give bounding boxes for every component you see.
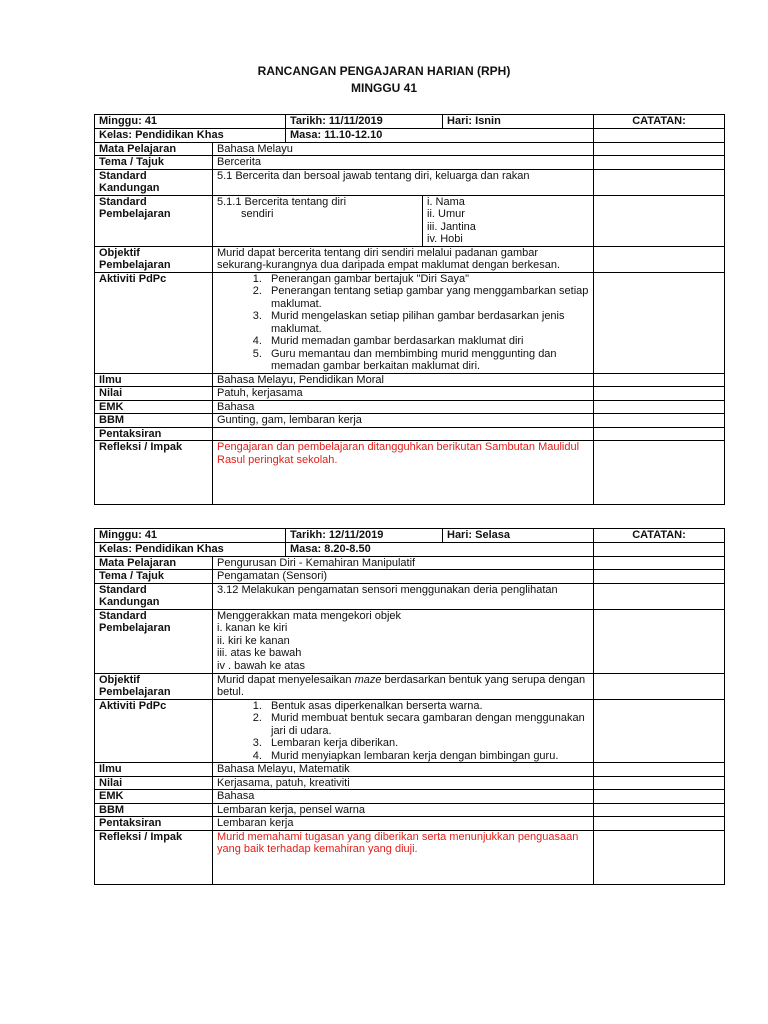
catatan-cell [594, 817, 725, 831]
catatan-cell [594, 790, 725, 804]
label-standard-kandungan: Standard Kandungan [95, 583, 213, 609]
value-bbm: Gunting, gam, lembaran kerja [213, 414, 594, 428]
label-bbm: BBM [95, 414, 213, 428]
value-emk: Bahasa [213, 400, 594, 414]
label-nilai: Nilai [95, 776, 213, 790]
catatan-cell [594, 803, 725, 817]
catatan-cell [594, 142, 725, 156]
catatan-cell [594, 387, 725, 401]
catatan-cell [594, 830, 725, 884]
sp-line: i. kanan ke kiri [217, 622, 288, 634]
label-bbm: BBM [95, 803, 213, 817]
label-aktiviti: Aktiviti PdPc [95, 699, 213, 763]
catatan-cell [594, 129, 725, 143]
value-standard-pembelajaran: 5.1.1 Bercerita tentang diri sendiri [213, 195, 423, 246]
minggu-cell: Minggu: 41 [95, 529, 286, 543]
label-standard-pembelajaran: Standard Pembelajaran [95, 195, 213, 246]
catatan-cell [594, 400, 725, 414]
label-tema: Tema / Tajuk [95, 156, 213, 170]
value-ilmu: Bahasa Melayu, Pendidikan Moral [213, 373, 594, 387]
activity-item: 1. Penerangan gambar bertajuk "Diri Saya" [265, 273, 589, 286]
label-refleksi: Refleksi / Impak [95, 441, 213, 505]
label-ilmu: Ilmu [95, 373, 213, 387]
document-title: RANCANGAN PENGAJARAN HARIAN (RPH) [257, 64, 511, 78]
catatan-cell [594, 169, 725, 195]
value-nilai: Kerjasama, patuh, kreativiti [213, 776, 594, 790]
catatan-cell [594, 556, 725, 570]
maze-term: maze [354, 673, 382, 686]
catatan-cell [594, 195, 725, 246]
value-tema: Pengamatan (Sensori) [213, 570, 594, 584]
hari-cell: Hari: Isnin [443, 115, 594, 129]
label-emk: EMK [95, 790, 213, 804]
catatan-cell [594, 609, 725, 673]
activity-item: 2. Penerangan tentang setiap gambar yang menggambarkan setiap maklumat. [265, 285, 589, 310]
sp-item: i. Nama [427, 195, 465, 208]
value-nilai: Patuh, kerjasama [213, 387, 594, 401]
value-pentaksiran [213, 427, 594, 441]
sp-line: iii. atas ke bawah [217, 647, 302, 659]
catatan-cell [594, 763, 725, 777]
document-subtitle: MINGGU 41 [350, 81, 417, 95]
catatan-header: CATATAN: [594, 115, 725, 129]
activity-item: 4. Murid memadan gambar berdasarkan maklumat diri [265, 335, 589, 348]
value-standard-kandungan: 3.12 Melakukan pengamatan sensori menggunakan deria penglihatan [213, 583, 594, 609]
catatan-cell [594, 543, 725, 557]
sp-item: iv. Hobi [427, 233, 463, 245]
tarikh-cell: Tarikh: 11/11/2019 [286, 115, 443, 129]
activity-item: 4. Murid menyiapkan lembaran kerja dengan bimbingan guru. [265, 750, 589, 763]
catatan-cell [594, 427, 725, 441]
value-standard-pembelajaran [213, 609, 594, 673]
masa-cell: Masa: 11.10-12.10 [286, 129, 594, 143]
catatan-cell [594, 246, 725, 272]
activity-item: 1. Bentuk asas diperkenalkan berserta warna. [265, 700, 589, 713]
label-objektif: Objektif Pembelajaran [95, 673, 213, 699]
value-pentaksiran: Lembaran kerja [213, 817, 594, 831]
sp-item: ii. Umur [427, 208, 465, 220]
tarikh-cell: Tarikh: 12/11/2019 [286, 529, 443, 543]
value-tema: Bercerita [213, 156, 594, 170]
value-mata-pelajaran: Pengurusan Diri - Kemahiran Manipulatif [213, 556, 594, 570]
lesson-plan-table-2 [94, 528, 725, 885]
minggu-cell: Minggu: 41 [95, 115, 286, 129]
catatan-cell [594, 699, 725, 763]
lesson-plan-table-1 [94, 114, 725, 505]
kelas-cell: Kelas: Pendidikan Khas [95, 129, 286, 143]
label-pentaksiran: Pentaksiran [95, 427, 213, 441]
hari-cell: Hari: Selasa [443, 529, 594, 543]
kelas-cell: Kelas: Pendidikan Khas [95, 543, 286, 557]
label-standard-kandungan: Standard Kandungan [95, 169, 213, 195]
sp-item: iii. Jantina [427, 220, 476, 233]
label-pentaksiran: Pentaksiran [95, 817, 213, 831]
activity-item: 5. Guru memantau dan membimbing murid menggunting dan memadan gambar berkaitan maklumat diri. [265, 348, 589, 373]
catatan-cell [594, 583, 725, 609]
activity-item: 3. Lembaran kerja diberikan. [265, 737, 589, 750]
value-aktiviti [213, 699, 594, 763]
catatan-cell [594, 441, 725, 505]
catatan-cell [594, 570, 725, 584]
catatan-cell [594, 156, 725, 170]
label-standard-pembelajaran: Standard Pembelajaran [95, 609, 213, 673]
value-bbm: Lembaran kerja, pensel warna [213, 803, 594, 817]
value-ilmu: Bahasa Melayu, Matematik [213, 763, 594, 777]
value-objektif: Murid dapat menyelesaikan maze berdasarkan bentuk yang serupa dengan betul. [213, 673, 594, 699]
masa-cell: Masa: 8.20-8.50 [286, 543, 594, 557]
catatan-cell [594, 414, 725, 428]
value-refleksi: Murid memahami tugasan yang diberikan serta menunjukkan penguasaan yang baik terhadap kemahiran yang diuji. [213, 830, 594, 884]
label-nilai: Nilai [95, 387, 213, 401]
label-aktiviti: Aktiviti PdPc [95, 272, 213, 373]
catatan-cell [594, 673, 725, 699]
label-tema: Tema / Tajuk [95, 570, 213, 584]
catatan-header: CATATAN: [594, 529, 725, 543]
label-ilmu: Ilmu [95, 763, 213, 777]
catatan-cell [594, 373, 725, 387]
value-refleksi: Pengajaran dan pembelajaran ditangguhkan berikutan Sambutan Maulidul Rasul peringkat sekolah. [213, 441, 594, 505]
value-emk: Bahasa [213, 790, 594, 804]
value-aktiviti [213, 272, 594, 373]
sp-item-list [423, 195, 594, 246]
label-mata-pelajaran: Mata Pelajaran [95, 142, 213, 156]
label-emk: EMK [95, 400, 213, 414]
value-mata-pelajaran: Bahasa Melayu [213, 142, 594, 156]
sp-line: Menggerakkan mata mengekori objek [217, 609, 402, 622]
sp-line: iv . bawah ke atas [217, 659, 306, 672]
value-standard-kandungan: 5.1 Bercerita dan bersoal jawab tentang diri, keluarga dan rakan [213, 169, 594, 195]
label-mata-pelajaran: Mata Pelajaran [95, 556, 213, 570]
label-objektif: Objektif Pembelajaran [95, 246, 213, 272]
label-refleksi: Refleksi / Impak [95, 830, 213, 884]
catatan-cell [594, 776, 725, 790]
sp-line: ii. kiri ke kanan [217, 634, 290, 647]
activity-item: 3. Murid mengelaskan setiap pilihan gambar berdasarkan jenis maklumat. [265, 310, 589, 335]
value-objektif: Murid dapat bercerita tentang diri sendiri melalui padanan gambar sekurang-kurangnya dua daripada empat maklumat dengan berkesan. [213, 246, 594, 272]
catatan-cell [594, 272, 725, 373]
activity-item: 2. Murid membuat bentuk secara gambaran dengan menggunakan jari di udara. [265, 712, 589, 737]
